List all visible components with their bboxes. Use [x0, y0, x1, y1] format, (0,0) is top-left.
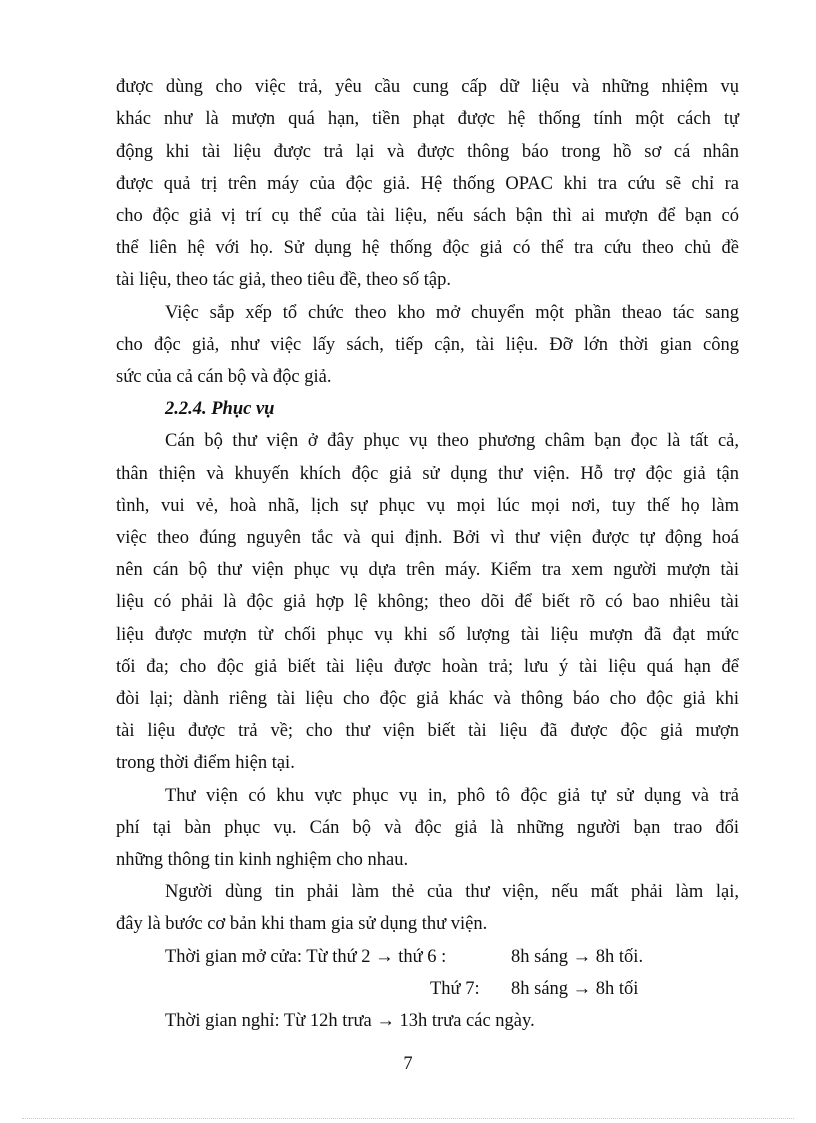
body-line: những thông tin kinh nghiệm cho nhau.	[116, 850, 409, 870]
body-line: cho độc giả vị trí cụ thể của tài liệu, nếu sách bận thì ai mượn để bạn có	[116, 206, 739, 226]
body-line: tối đa; cho độc giả biết tài liệu được hoàn trả; lưu ý tài liệu quá hạn để	[116, 657, 739, 677]
page-bottom-rule	[22, 1118, 794, 1119]
body-line: khác như là mượn quá hạn, tiền phạt được hệ thống tính một cách tự	[116, 109, 739, 129]
body-line: liệu có phải là độc giả hợp lệ không; theo dõi để biết rõ có bao nhiêu tài	[116, 592, 739, 612]
body-line: được dùng cho việc trả, yêu cầu cung cấp dữ liệu và những nhiệm vụ	[116, 77, 739, 97]
body-line: thân thiện và khuyến khích độc giả sử dụng thư viện. Hỗ trợ độc giả tận	[116, 464, 739, 484]
weekday-hours-label: Thời gian mở cửa: Từ thứ 2 → thứ 6 :	[165, 947, 447, 967]
body-line: thể liên hệ với họ. Sử dụng hệ thống độc giả có thể tra cứu theo chủ đề	[116, 238, 739, 258]
body-line: Cán bộ thư viện ở đây phục vụ theo phương châm bạn đọc là tất cả,	[165, 431, 739, 451]
body-line: Việc sắp xếp tổ chức theo kho mở chuyển một phần theao tác sang	[165, 303, 739, 323]
body-line: được quả trị trên máy của độc giả. Hệ thống OPAC khi tra cứu sẽ chỉ ra	[116, 174, 739, 194]
body-line: tài liệu, theo tác giả, theo tiêu đề, theo số tập.	[116, 270, 451, 290]
body-line: Người dùng tin phải làm thẻ của thư viện, nếu mất phải làm lại,	[165, 882, 739, 902]
section-heading: 2.2.4. Phục vụ	[165, 399, 275, 419]
body-line: đây là bước cơ bản khi tham gia sử dụng thư viện.	[116, 914, 488, 934]
break-hours: Thời gian nghỉ: Từ 12h trưa → 13h trưa các ngày.	[165, 1011, 535, 1031]
body-line: tài liệu được trả về; cho thư viện biết tài liệu đã được độc giả mượn	[116, 721, 739, 741]
body-line: phí tại bàn phục vụ. Cán bộ và độc giả là những người bạn trao đổi	[116, 818, 739, 838]
body-line: liệu được mượn từ chối phục vụ khi số lượng tài liệu mượn đã đạt mức	[116, 625, 739, 645]
weekday-hours-time: 8h sáng → 8h tối.	[511, 947, 644, 967]
body-line: trong thời điểm hiện tại.	[116, 753, 295, 773]
body-line: cho độc giả, như việc lấy sách, tiếp cận, tài liệu. Đỡ lớn thời gian công	[116, 335, 739, 355]
body-line: sức của cả cán bộ và độc giả.	[116, 367, 332, 387]
body-line: Thư viện có khu vực phục vụ in, phô tô độc giả tự sử dụng và trả	[165, 786, 739, 806]
saturday-label: Thứ 7:	[430, 979, 480, 999]
body-line: tình, vui vẻ, hoà nhã, lịch sự phục vụ mọi lúc mọi nơi, tuy thế họ làm	[116, 496, 739, 516]
body-line: việc theo đúng nguyên tắc và qui định. Bởi vì thư viện được tự động hoá	[116, 528, 739, 548]
body-line: động khi tài liệu được trả lại và được thông báo trong hồ sơ cá nhân	[116, 142, 739, 162]
body-line: nên cán bộ thư viện phục vụ dựa trên máy. Kiểm tra xem người mượn tài	[116, 560, 739, 580]
page-number: 7	[403, 1054, 413, 1074]
body-line: đòi lại; dành riêng tài liệu cho độc giả khác và thông báo cho độc giả khi	[116, 689, 739, 709]
saturday-hours-time: 8h sáng → 8h tối	[511, 979, 639, 999]
